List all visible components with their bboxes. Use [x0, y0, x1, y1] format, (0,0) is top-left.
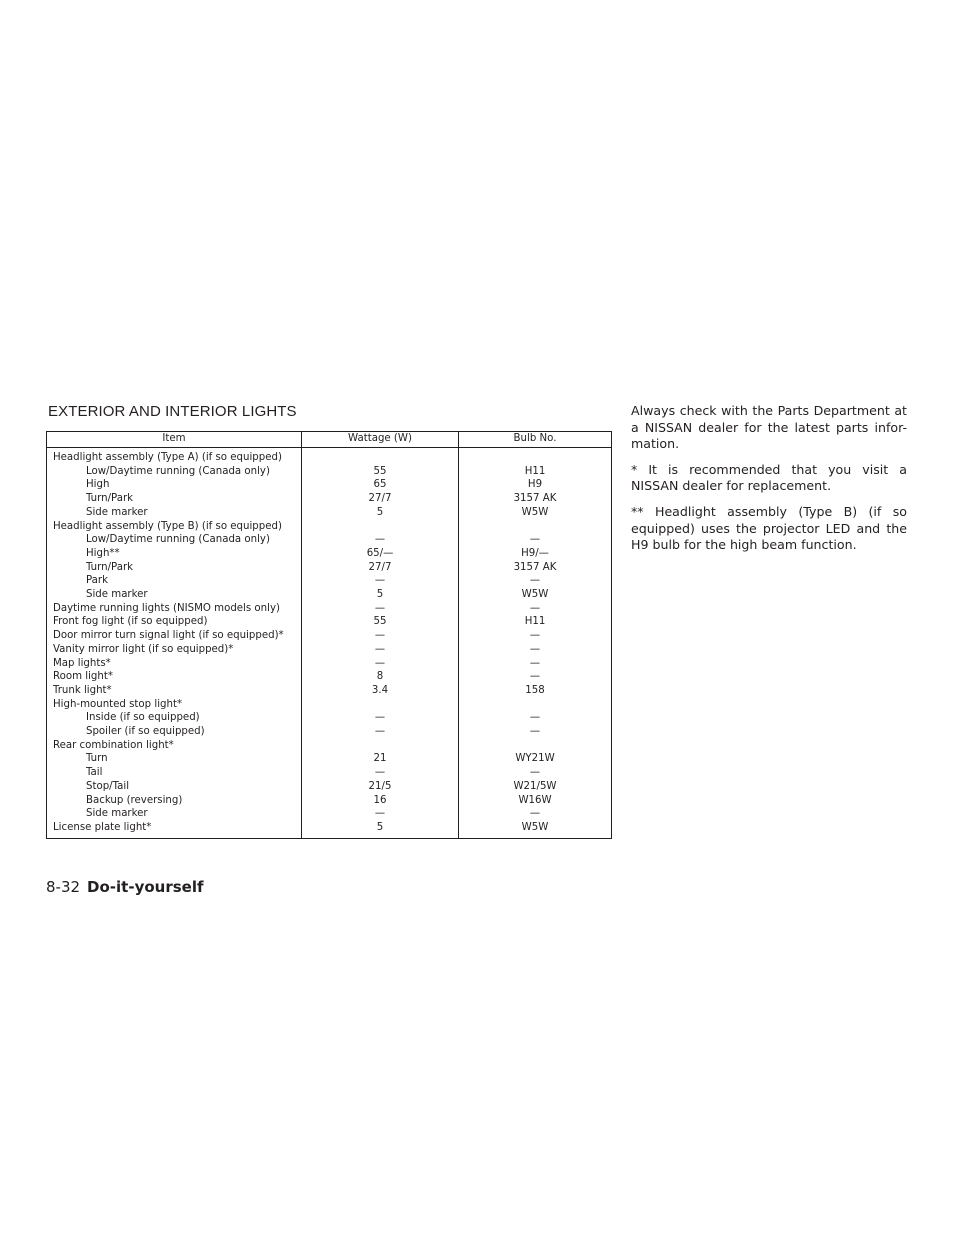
wattage-cell: — [302, 711, 459, 725]
table-row [47, 588, 612, 602]
bulb-number-cell: — [459, 807, 612, 821]
bulb-number-cell: H11 [459, 465, 612, 479]
bulb-number-cell: — [459, 574, 612, 588]
table-row [47, 657, 612, 671]
wattage-cell [302, 448, 459, 465]
bulb-number-cell: — [459, 711, 612, 725]
table-header-row [47, 432, 612, 448]
wattage-cell: 65/— [302, 547, 459, 561]
bulb-number-cell [459, 448, 612, 465]
bulb-number-cell [459, 739, 612, 753]
table-row [47, 739, 612, 753]
item-cell: Headlight assembly (Type B) (if so equipped) [47, 520, 302, 534]
bulb-number-cell: W21/5W [459, 780, 612, 794]
column-header-item: Item [47, 432, 302, 448]
wattage-cell: — [302, 766, 459, 780]
table-row [47, 725, 612, 739]
bulb-number-cell: W5W [459, 506, 612, 520]
bulb-number-cell [459, 520, 612, 534]
table-row [47, 752, 612, 766]
wattage-cell: — [302, 629, 459, 643]
item-cell: Vanity mirror light (if so equipped)* [47, 643, 302, 657]
wattage-cell: 3.4 [302, 684, 459, 698]
item-cell: Side marker [47, 588, 302, 602]
bulb-number-cell: — [459, 725, 612, 739]
wattage-cell: — [302, 574, 459, 588]
page-number: 8-32 [46, 878, 81, 896]
item-cell: Rear combination light* [47, 739, 302, 753]
bulb-number-cell: W5W [459, 588, 612, 602]
item-cell: Daytime running lights (NISMO models only) [47, 602, 302, 616]
item-cell: Stop/Tail [47, 780, 302, 794]
double-asterisk-note: ** Headlight assembly (Type B) (if so equipped) uses the projector LED and the H9 bulb for the high beam function. [631, 503, 907, 553]
bulb-number-cell: — [459, 766, 612, 780]
table-row [47, 807, 612, 821]
item-cell: Door mirror turn signal light (if so equipped)* [47, 629, 302, 643]
item-cell: Map lights* [47, 657, 302, 671]
section-name: Do-it-yourself [87, 878, 204, 896]
column-header-bulb: Bulb No. [459, 432, 612, 448]
bulb-number-cell: W5W [459, 821, 612, 838]
item-cell: Turn/Park [47, 492, 302, 506]
table-row [47, 711, 612, 725]
asterisk-note: * It is recommended that you visit a NISSAN dealer for replacement. [631, 461, 907, 494]
item-cell: Front fog light (if so equipped) [47, 615, 302, 629]
item-cell: Turn/Park [47, 561, 302, 575]
wattage-cell [302, 739, 459, 753]
bulb-number-cell: WY21W [459, 752, 612, 766]
table-row [47, 506, 612, 520]
item-cell: License plate light* [47, 821, 302, 838]
table-row [47, 794, 612, 808]
bulb-number-cell: 3157 AK [459, 561, 612, 575]
item-cell: Headlight assembly (Type A) (if so equipped) [47, 448, 302, 465]
wattage-cell: 8 [302, 670, 459, 684]
wattage-cell: 21 [302, 752, 459, 766]
wattage-cell [302, 698, 459, 712]
page-footer [46, 878, 204, 896]
wattage-cell: 5 [302, 821, 459, 838]
table-row [47, 492, 612, 506]
item-cell: Turn [47, 752, 302, 766]
wattage-cell: 5 [302, 588, 459, 602]
table-row [47, 670, 612, 684]
table-row [47, 643, 612, 657]
table-row [47, 520, 612, 534]
table-row [47, 780, 612, 794]
wattage-cell: — [302, 643, 459, 657]
table-row [47, 533, 612, 547]
bulb-number-cell: — [459, 533, 612, 547]
parts-department-note: Always check with the Parts Department at a NISSAN dealer for the latest parts infor-mation. [631, 403, 907, 452]
wattage-cell: 21/5 [302, 780, 459, 794]
table-row [47, 629, 612, 643]
item-cell: Side marker [47, 807, 302, 821]
table-body [47, 448, 612, 839]
wattage-cell: — [302, 725, 459, 739]
wattage-cell: 16 [302, 794, 459, 808]
bulb-number-cell: — [459, 657, 612, 671]
table-row [47, 547, 612, 561]
table-row [47, 821, 612, 838]
item-cell: Trunk light* [47, 684, 302, 698]
column-header-wattage: Wattage (W) [302, 432, 459, 448]
bulb-number-cell: — [459, 629, 612, 643]
table-row [47, 574, 612, 588]
bulb-number-cell: W16W [459, 794, 612, 808]
notes-column [631, 403, 907, 563]
bulb-specification-table [46, 431, 612, 839]
table-row [47, 602, 612, 616]
item-cell: Spoiler (if so equipped) [47, 725, 302, 739]
item-cell: Low/Daytime running (Canada only) [47, 465, 302, 479]
item-cell: Room light* [47, 670, 302, 684]
table-row [47, 684, 612, 698]
wattage-cell: 5 [302, 506, 459, 520]
bulb-number-cell: 3157 AK [459, 492, 612, 506]
section-heading: EXTERIOR AND INTERIOR LIGHTS [48, 403, 297, 420]
bulb-number-cell: — [459, 670, 612, 684]
item-cell: High [47, 478, 302, 492]
item-cell: Backup (reversing) [47, 794, 302, 808]
table-row [47, 448, 612, 465]
wattage-cell: — [302, 533, 459, 547]
wattage-cell: 27/7 [302, 492, 459, 506]
table-row [47, 766, 612, 780]
bulb-number-cell: H9/— [459, 547, 612, 561]
wattage-cell: 27/7 [302, 561, 459, 575]
bulb-number-cell: — [459, 643, 612, 657]
table-row [47, 698, 612, 712]
item-cell: Park [47, 574, 302, 588]
wattage-cell: — [302, 657, 459, 671]
bulb-number-cell: H11 [459, 615, 612, 629]
table-row [47, 465, 612, 479]
table-row [47, 615, 612, 629]
wattage-cell: — [302, 602, 459, 616]
wattage-cell: 65 [302, 478, 459, 492]
wattage-cell: — [302, 807, 459, 821]
table-row [47, 561, 612, 575]
item-cell: Side marker [47, 506, 302, 520]
bulb-number-cell: H9 [459, 478, 612, 492]
item-cell: High-mounted stop light* [47, 698, 302, 712]
wattage-cell [302, 520, 459, 534]
item-cell: Tail [47, 766, 302, 780]
item-cell: Inside (if so equipped) [47, 711, 302, 725]
bulb-number-cell: — [459, 602, 612, 616]
wattage-cell: 55 [302, 615, 459, 629]
bulb-number-cell [459, 698, 612, 712]
item-cell: High** [47, 547, 302, 561]
item-cell: Low/Daytime running (Canada only) [47, 533, 302, 547]
table-row [47, 478, 612, 492]
wattage-cell: 55 [302, 465, 459, 479]
bulb-number-cell: 158 [459, 684, 612, 698]
